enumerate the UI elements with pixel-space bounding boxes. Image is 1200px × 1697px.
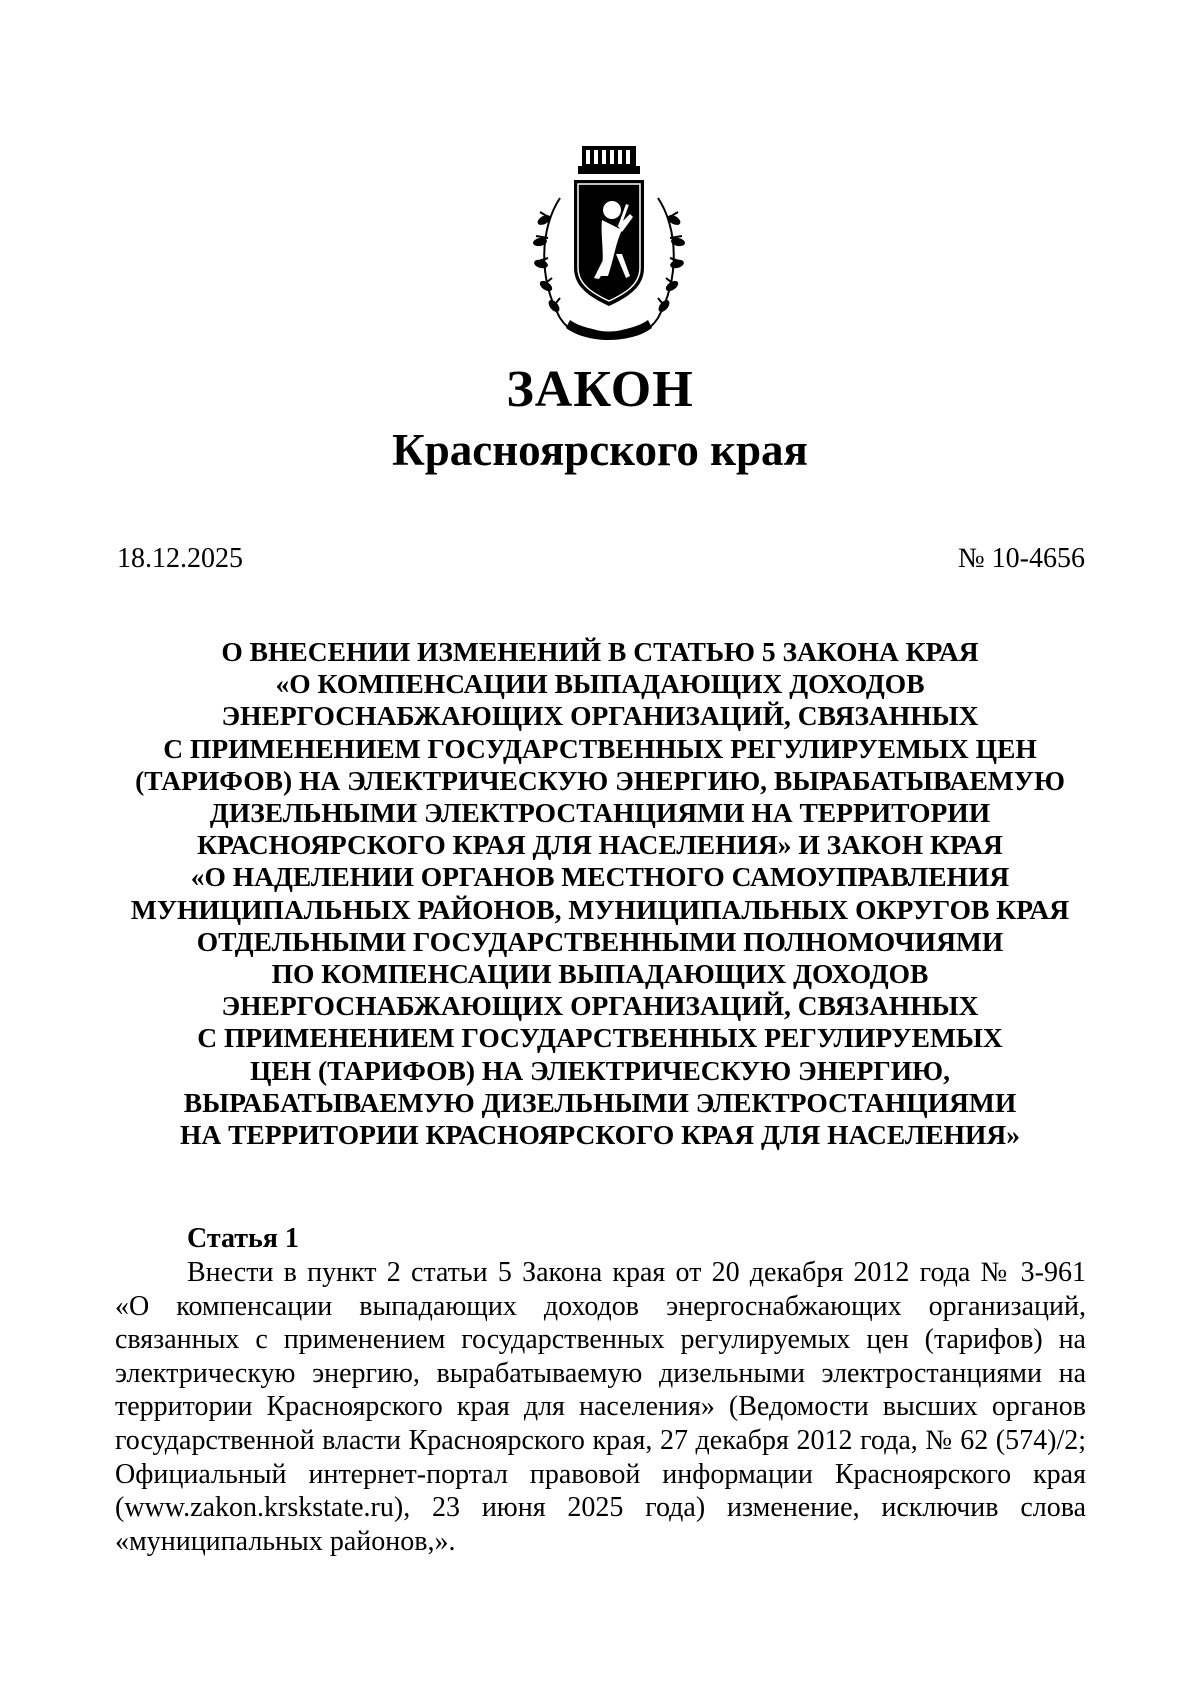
title-line: МУНИЦИПАЛЬНЫХ РАЙОНОВ, МУНИЦИПАЛЬНЫХ ОКРУГОВ КРАЯ [130, 893, 1070, 925]
document-type-heading: ЗАКОН [506, 361, 694, 418]
article-body-line: Внести в пункт 2 статьи 5 Закона края от 20 декабря 2012 года № 3-961 [187, 1257, 1086, 1288]
title-line: ЦЕН (ТАРИФОВ) НА ЭЛЕКТРИЧЕСКУЮ ЭНЕРГИЮ, [250, 1054, 950, 1086]
article-body-line: Официальный интернет-портал правовой информации Красноярского края [115, 1458, 1086, 1490]
document-number: № 10-4656 [957, 543, 1085, 574]
issuer-heading: Красноярского края [392, 425, 808, 475]
coat-of-arms-icon [530, 138, 688, 350]
title-line: КРАСНОЯРСКОГО КРАЯ ДЛЯ НАСЕЛЕНИЯ» И ЗАКОН КРАЯ [197, 829, 1003, 861]
article-body-line: связанных с применением государственных регулируемых цен (тарифов) на [115, 1324, 1086, 1356]
title-line: С ПРИМЕНЕНИЕМ ГОСУДАРСТВЕННЫХ РЕГУЛИРУЕМЫХ [197, 1022, 1003, 1054]
document-meta [117, 542, 1085, 576]
article-body-line: государственной власти Красноярского края, 27 декабря 2012 года, № 62 (574)/2; [115, 1424, 1086, 1456]
title-line: ДИЗЕЛЬНЫМИ ЭЛЕКТРОСТАНЦИЯМИ НА ТЕРРИТОРИИ [209, 797, 991, 829]
article-body-line: (www.zakon.krskstate.ru), 23 июня 2025 года) изменение, исключив слова [115, 1492, 1086, 1524]
title-line: «О КОМПЕНСАЦИИ ВЫПАДАЮЩИХ ДОХОДОВ [275, 668, 925, 700]
title-line: С ПРИМЕНЕНИЕМ ГОСУДАРСТВЕННЫХ РЕГУЛИРУЕМЫХ ЦЕН [163, 732, 1037, 764]
article-heading: Статья 1 [187, 1223, 299, 1254]
article-body-line: территории Красноярского края для населения» (Ведомости высших органов [115, 1391, 1086, 1423]
article-1 [115, 1222, 1086, 1558]
title-line: ВЫРАБАТЫВАЕМУЮ ДИЗЕЛЬНЫМИ ЭЛЕКТРОСТАНЦИЯМИ [183, 1086, 1017, 1118]
article-body-line: «О компенсации выпадающих доходов энергоснабжающих организаций, [115, 1290, 1086, 1322]
article-body-line: «муниципальных районов,». [115, 1525, 456, 1557]
title-line: ЭНЕРГОСНАБЖАЮЩИХ ОРГАНИЗАЦИЙ, СВЯЗАННЫХ [221, 700, 979, 732]
document-title [110, 636, 1090, 1151]
title-line: ЭНЕРГОСНАБЖАЮЩИХ ОРГАНИЗАЦИЙ, СВЯЗАННЫХ [221, 990, 979, 1022]
title-line: ОТДЕЛЬНЫМИ ГОСУДАРСТВЕННЫМИ ПОЛНОМОЧИЯМИ [196, 925, 1004, 957]
title-line: «О НАДЕЛЕНИИ ОРГАНОВ МЕСТНОГО САМОУПРАВЛЕНИЯ [190, 861, 1010, 893]
title-line: О ВНЕСЕНИИ ИЗМЕНЕНИЙ В СТАТЬЮ 5 ЗАКОНА КРАЯ [221, 636, 979, 667]
article-body [115, 1256, 1086, 1558]
title-line: (ТАРИФОВ) НА ЭЛЕКТРИЧЕСКУЮ ЭНЕРГИЮ, ВЫРАБАТЫВАЕМУЮ [135, 764, 1065, 796]
article-body-line: электрическую энергию, вырабатываемую дизельными электростанциями на [115, 1357, 1086, 1389]
title-line: НА ТЕРРИТОРИИ КРАСНОЯРСКОГО КРАЯ ДЛЯ НАСЕЛЕНИЯ» [179, 1119, 1021, 1151]
title-line: ПО КОМПЕНСАЦИИ ВЫПАДАЮЩИХ ДОХОДОВ [271, 958, 929, 990]
document-date: 18.12.2025 [117, 543, 243, 574]
